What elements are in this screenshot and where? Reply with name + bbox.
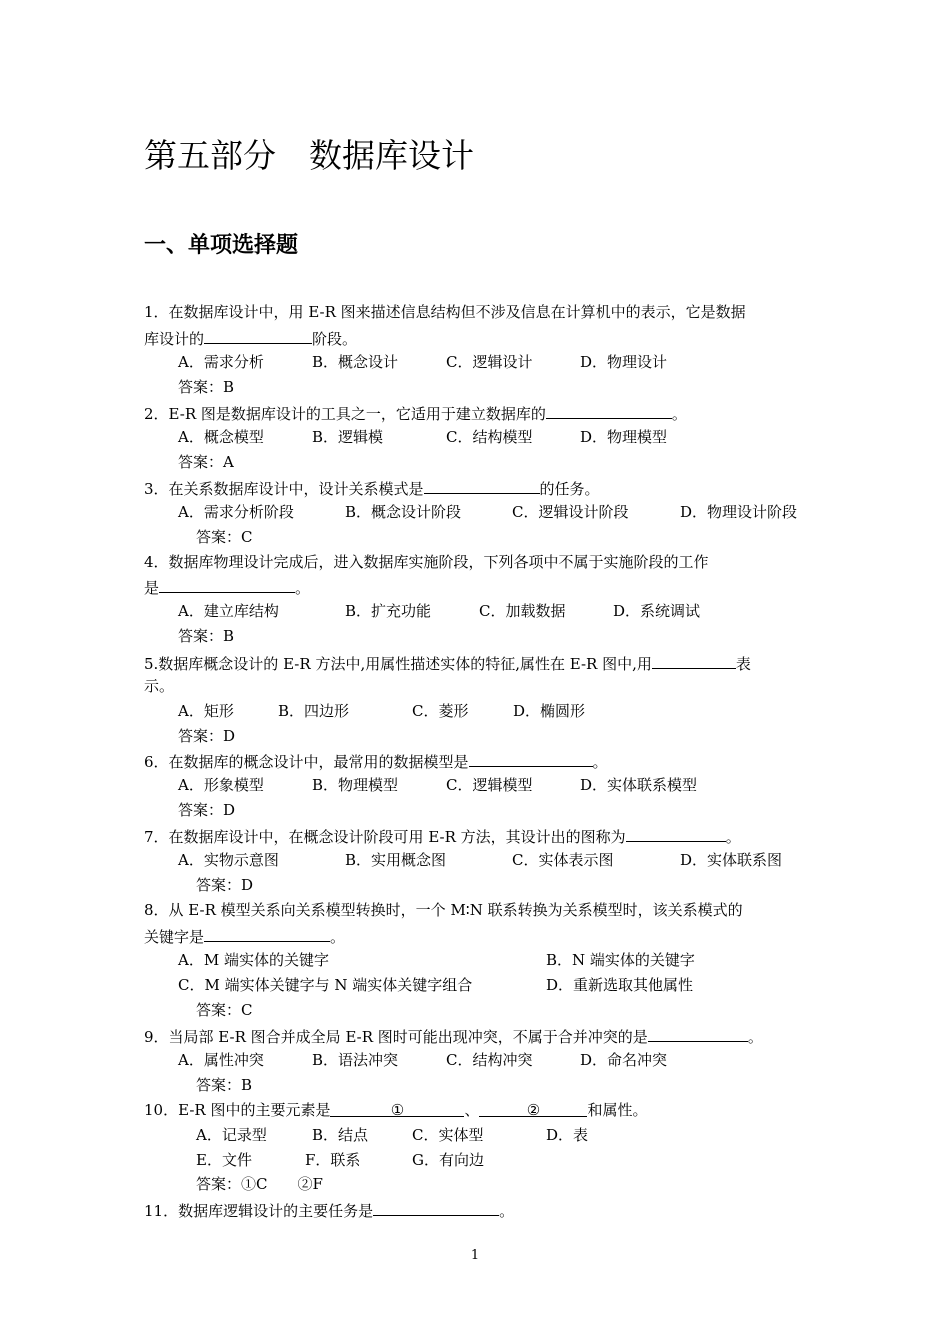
option-b: B．四边形 [278, 702, 350, 720]
page-title: 第五部分 数据库设计 [144, 136, 474, 175]
option-c: C．加载数据 [479, 602, 566, 620]
question-5-line-2: 示。 [144, 677, 175, 695]
question-7-answer: 答案：D [196, 876, 254, 894]
option-g: G．有向边 [412, 1151, 484, 1169]
option-b: B．实用概念图 [345, 851, 447, 869]
option-c: C．逻辑设计 [446, 353, 533, 371]
option-a: A．概念模型 [178, 428, 264, 446]
option-d: D．命名冲突 [580, 1051, 668, 1069]
answer-blank [626, 823, 726, 842]
answer-blank [546, 400, 672, 419]
question-1-answer: 答案：B [178, 378, 235, 396]
question-4-line-1: 4．数据库物理设计完成后，进入数据库实施阶段，下列各项中不属于实施阶段的工作 [144, 553, 709, 571]
question-8-answer: 答案：C [196, 1001, 253, 1019]
page-number: 1 [470, 1248, 480, 1263]
option-d: D．系统调试 [613, 602, 701, 620]
question-2-line-1: 2．E-R 图是数据库设计的工具之一，它适用于建立数据库的 。 [144, 400, 687, 426]
option-d: D．实体联系模型 [580, 776, 698, 794]
answer-blank [204, 923, 330, 942]
option-d: D．实体联系图 [680, 851, 783, 869]
option-d: D．物理设计 [580, 353, 668, 371]
option-d: D．重新选取其他属性 [546, 976, 694, 994]
option-b: B．概念设计 [312, 353, 399, 371]
option-a: A．建立库结构 [178, 602, 279, 620]
option-c: C．结构冲突 [446, 1051, 533, 1069]
question-10-line-1: 10．E-R 图中的主要元素是 ① 、 ② 和属性。 [144, 1098, 647, 1122]
option-e: E．文件 [196, 1151, 252, 1169]
answer-blank [159, 574, 295, 593]
question-3-line-1: 3．在关系数据库设计中，设计关系模式是 的任务。 [144, 475, 600, 501]
question-6-answer: 答案：D [178, 801, 236, 819]
question-5-line-1: 5.数据库概念设计的 E-R 方法中,用属性描述实体的特征,属性在 E-R 图中,用 表 [144, 650, 751, 676]
question-8-line-2: 关键字是 。 [144, 923, 345, 949]
option-d: D．物理模型 [580, 428, 668, 446]
question-4-answer: 答案：B [178, 627, 235, 645]
question-5-answer: 答案：D [178, 727, 236, 745]
option-c: C．M 端实体关键字与 N 端实体关键字组合 [178, 976, 473, 994]
question-10-answer: 答案：①C ②F [196, 1175, 323, 1193]
option-b: B．扩充功能 [345, 602, 432, 620]
option-c: C．实体型 [412, 1126, 484, 1144]
option-a: A．M 端实体的关键字 [178, 951, 329, 969]
option-a: A．实物示意图 [178, 851, 279, 869]
option-b: B．物理模型 [312, 776, 399, 794]
option-c: C．实体表示图 [512, 851, 614, 869]
option-c: C．逻辑模型 [446, 776, 533, 794]
question-8-line-1: 8．从 E-R 模型关系向关系模型转换时，一个 M∶N 联系转换为关系模型时，该关系模式的 [144, 901, 743, 919]
question-4-line-2: 是 。 [144, 574, 310, 600]
answer-blank [648, 1023, 748, 1042]
question-6-line-1: 6．在数据库的概念设计中，最常用的数据模型是 。 [144, 748, 608, 774]
option-d: D．椭圆形 [513, 702, 586, 720]
answer-blank [204, 325, 312, 344]
option-a: A．形象模型 [178, 776, 264, 794]
answer-blank [373, 1197, 499, 1216]
answer-blank-1: ① [330, 1098, 464, 1117]
option-a: A．需求分析阶段 [178, 503, 294, 521]
option-a: A．记录型 [196, 1126, 267, 1144]
option-c: C．逻辑设计阶段 [512, 503, 629, 521]
question-2-answer: 答案：A [178, 453, 234, 471]
question-1-line-1: 1．在数据库设计中，用 E-R 图来描述信息结构但不涉及信息在计算机中的表示，它是数据 [144, 303, 746, 321]
answer-blank [424, 475, 540, 494]
option-d: D．表 [546, 1126, 589, 1144]
option-c: C．菱形 [412, 702, 469, 720]
answer-blank [652, 650, 736, 669]
option-b: B．语法冲突 [312, 1051, 399, 1069]
answer-blank-2: ② [479, 1098, 587, 1117]
option-a: A．属性冲突 [178, 1051, 264, 1069]
section-heading: 一、单项选择题 [144, 233, 299, 258]
question-11-line-1: 11．数据库逻辑设计的主要任务是 。 [144, 1197, 514, 1223]
question-1-line-2: 库设计的 阶段。 [144, 325, 357, 351]
option-b: B．逻辑模 [312, 428, 384, 446]
question-3-answer: 答案：C [196, 528, 253, 546]
option-b: B．结点 [312, 1126, 369, 1144]
question-9-line-1: 9．当局部 E-R 图合并成全局 E-R 图时可能出现冲突，不属于合并冲突的是 。 [144, 1023, 763, 1049]
option-a: A．矩形 [178, 702, 234, 720]
question-7-line-1: 7．在数据库设计中，在概念设计阶段可用 E-R 方法，其设计出的图称为 。 [144, 823, 741, 849]
option-f: F．联系 [305, 1151, 361, 1169]
answer-blank [469, 748, 593, 767]
option-b: B．概念设计阶段 [345, 503, 462, 521]
option-c: C．结构模型 [446, 428, 533, 446]
option-d: D．物理设计阶段 [680, 503, 798, 521]
option-b: B．N 端实体的关键字 [546, 951, 695, 969]
question-9-answer: 答案：B [196, 1076, 253, 1094]
option-a: A．需求分析 [178, 353, 264, 371]
